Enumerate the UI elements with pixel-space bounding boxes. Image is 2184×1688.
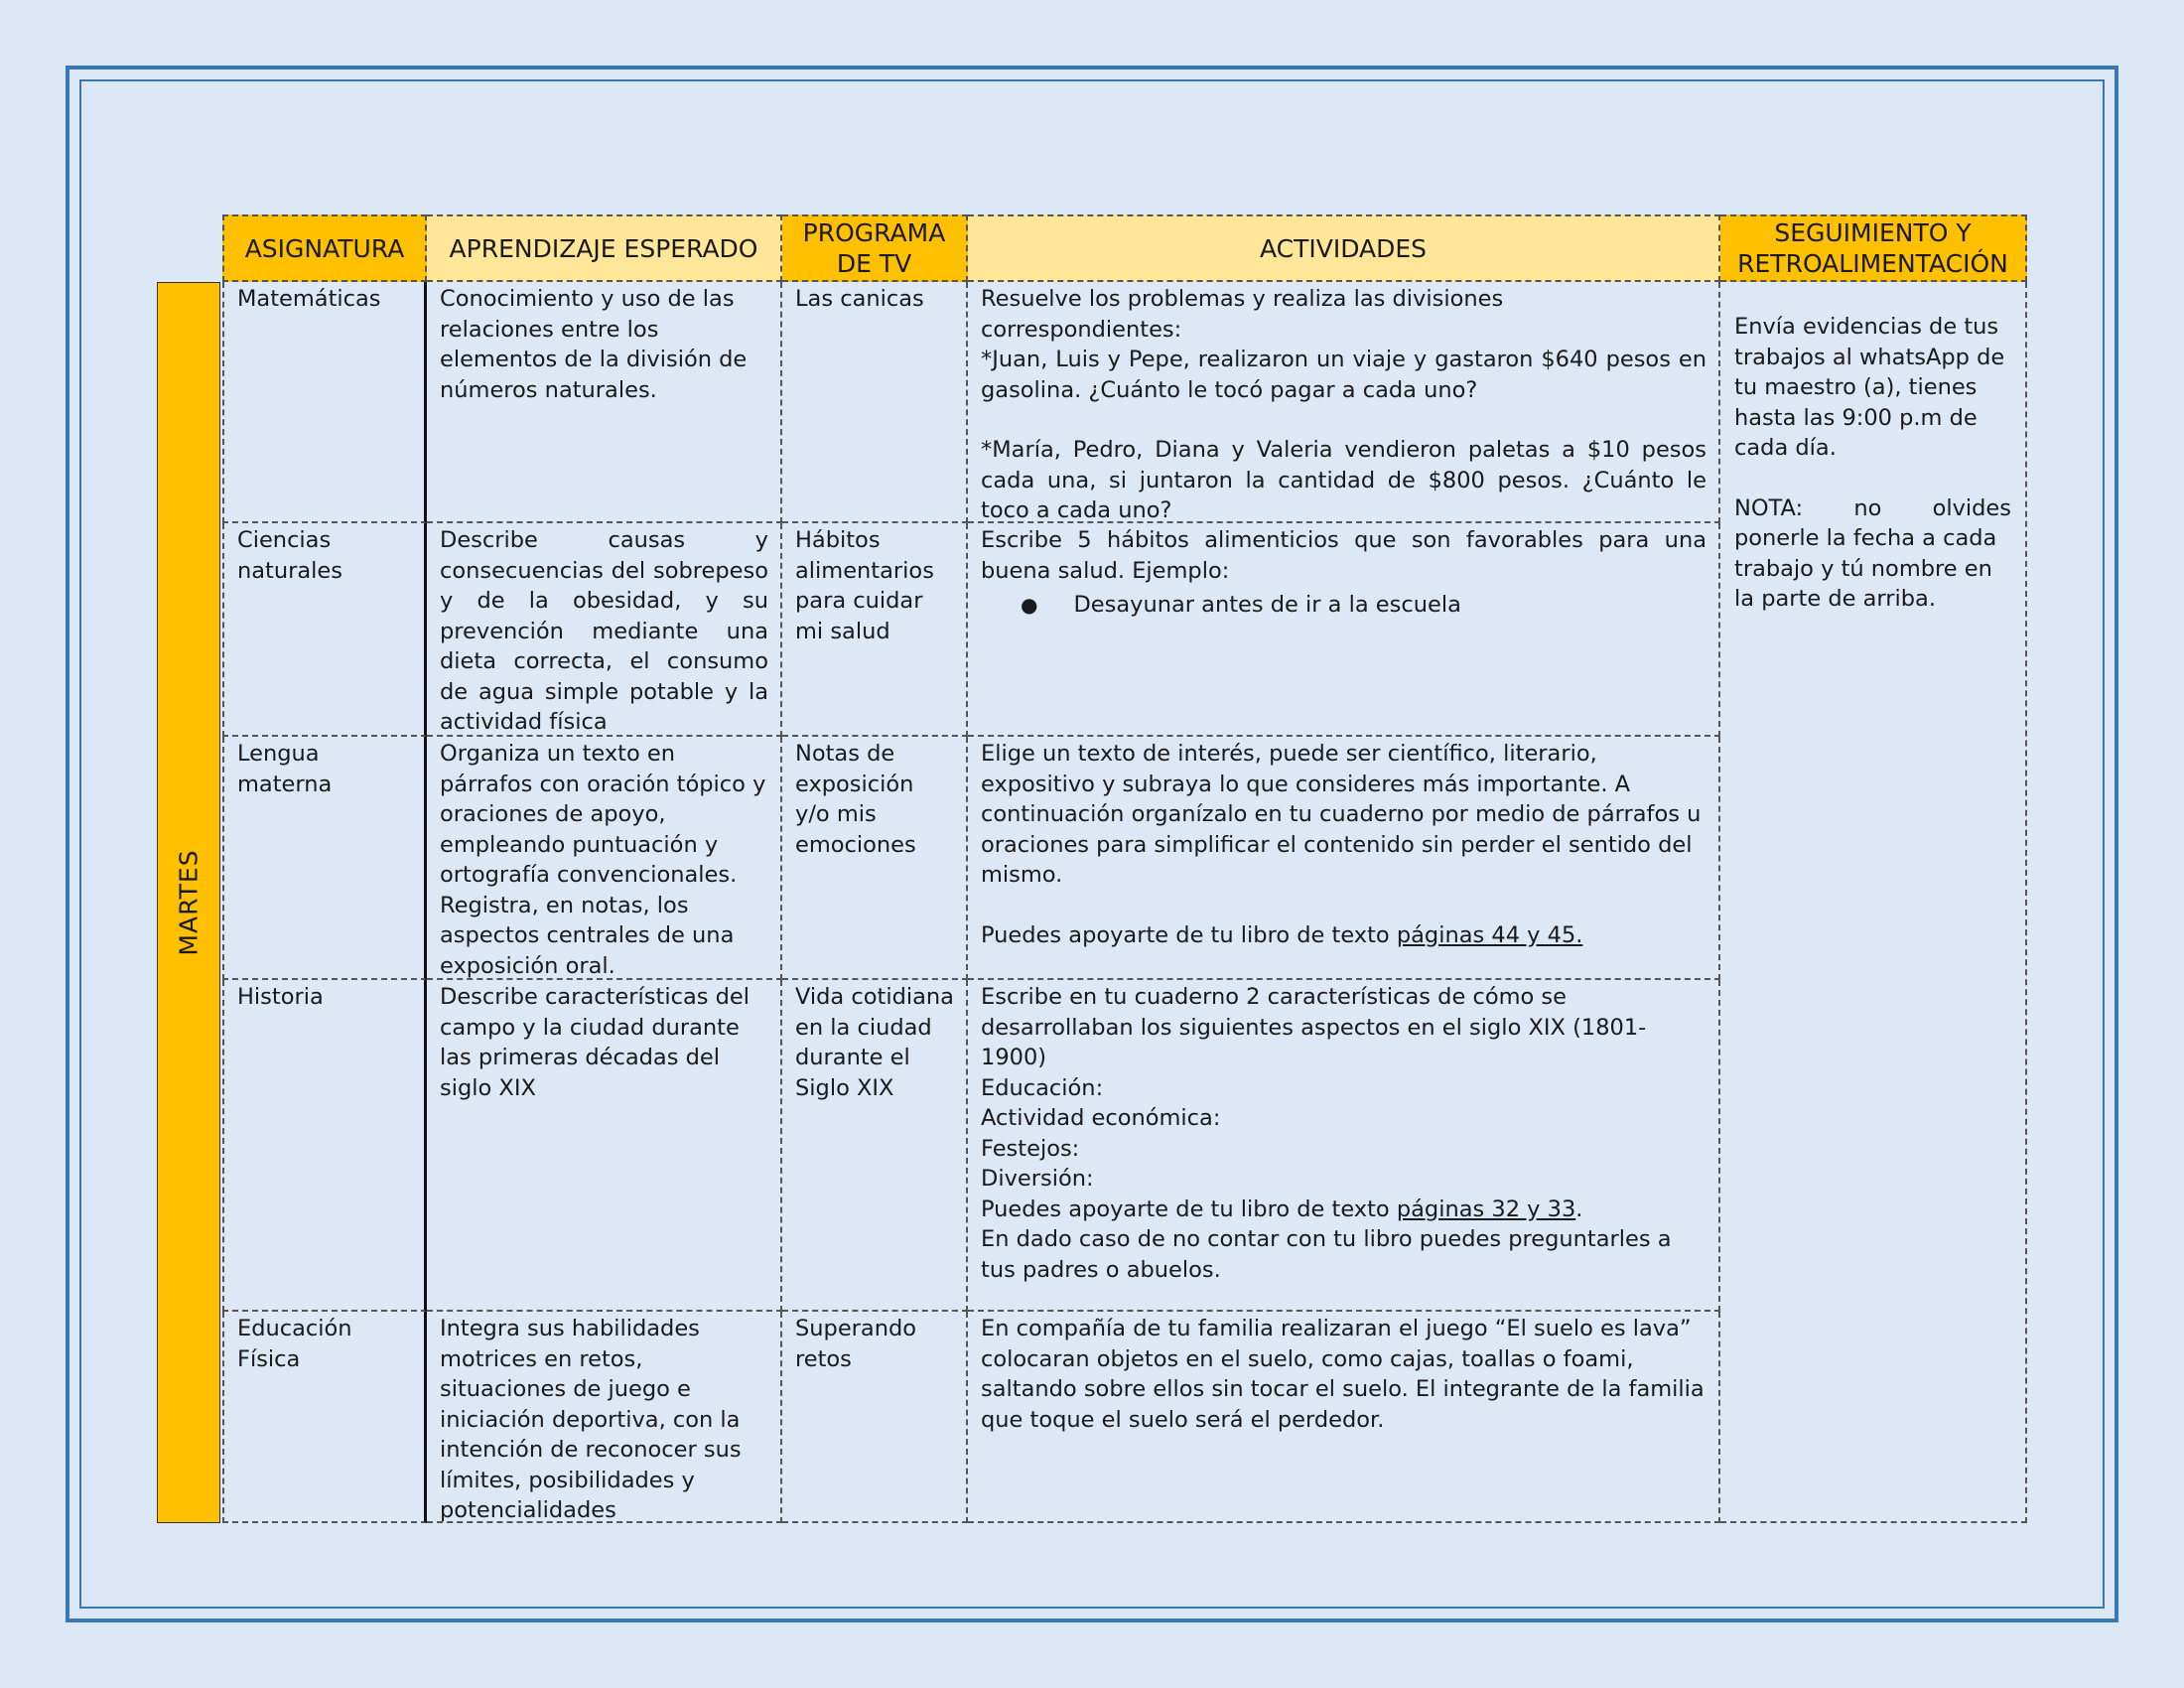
aspect-line: Educación: xyxy=(981,1074,1104,1101)
bullet-text: Desayunar antes de ir a la escuela xyxy=(1073,592,1461,618)
seguimiento-cell xyxy=(1720,282,2027,1523)
actividades-reference xyxy=(981,920,1706,951)
nota-word: no xyxy=(1853,494,1882,521)
asignatura-cell: Historia xyxy=(222,980,427,1312)
asignatura-cell: Educación Física xyxy=(222,1312,427,1523)
nota-text: ponerle la fecha a cada trabajo y tú nombre en la parte de arriba. xyxy=(1734,525,1997,612)
schedule-table xyxy=(222,214,2027,1523)
programa-cell: Las canicas xyxy=(782,282,968,523)
actividades-cell xyxy=(968,980,1720,1312)
actividades-intro: Escribe 5 hábitos alimenticios que son favorables para una buena salud. Ejemplo: xyxy=(981,527,1706,584)
day-label-column xyxy=(157,282,220,1523)
header-seguimiento: SEGUIMIENTO Y RETROALIMENTACIÓN xyxy=(1720,214,2027,282)
aspect-line: Actividad económica: xyxy=(981,1105,1221,1131)
programa-cell: Superando retos xyxy=(782,1312,968,1523)
nota-word: olvides xyxy=(1932,494,2011,521)
actividades-cell xyxy=(968,282,1720,523)
programa-cell: Notas de exposición y/o mis emociones xyxy=(782,737,968,980)
actividades-cell xyxy=(968,1312,1720,1523)
pages-link: páginas 44 y 45. xyxy=(1396,921,1583,948)
aprendizaje-cell: Describe características del campo y la ciudad durante las primeras décadas del siglo XIX xyxy=(427,980,782,1312)
actividades-intro: Escribe en tu cuaderno 2 características de cómo se desarrollaban los siguientes aspectos en el siglo XIX (1801-1900) xyxy=(981,984,1647,1070)
programa-cell: Vida cotidiana en la ciudad durante el Siglo XIX xyxy=(782,980,968,1312)
actividades-reference xyxy=(981,1195,1706,1225)
actividades-intro: Resuelve los problemas y realiza las divisiones correspondientes: xyxy=(981,286,1504,343)
asignatura-cell: Ciencias naturales xyxy=(222,523,427,737)
reference-text: Puedes apoyarte de tu libro de texto xyxy=(981,921,1397,948)
pages-link: páginas 32 y 33 xyxy=(1396,1196,1576,1222)
reference-text: Puedes apoyarte de tu libro de texto xyxy=(981,1196,1397,1222)
header-asignatura: ASIGNATURA xyxy=(222,214,427,282)
aspect-line: Festejos: xyxy=(981,1135,1080,1162)
bullet-icon: ● xyxy=(1021,593,1038,617)
header-programa: PROGRAMA DE TV xyxy=(782,214,968,282)
asignatura-cell: Matemáticas xyxy=(222,282,427,523)
aprendizaje-cell: Organiza un texto en párrafos con oración tópico y oraciones de apoyo, empleando puntuación y ortografía convencionales. Registra, en notas, los aspectos centrales de una exposición oral. xyxy=(427,737,782,980)
actividades-paragraph: Elige un texto de interés, puede ser científico, literario, expositivo y subraya lo que consideres más importante. A continuación organízalo en tu cuaderno por medio de párrafos u oraciones para simplificar el contenido sin perder el sentido del mismo. xyxy=(981,741,1702,888)
day-label: MARTES xyxy=(174,849,204,956)
seguimiento-instructions: Envía evidencias de tus trabajos al whatsApp de tu maestro (a), tienes hasta las 9:00 p.m de cada día. xyxy=(1734,314,2005,461)
aprendizaje-cell: Conocimiento y uso de las relaciones entre los elementos de la división de números naturales. xyxy=(427,282,782,523)
actividades-paragraph: En compañía de tu familia realizaran el juego “El suelo es lava” colocaran objetos en el suelo, como cajas, toallas o foami, saltando sobre ellos sin tocar el suelo. El integrante de la familia que toque el suelo será el perdedor. xyxy=(981,1316,1705,1433)
header-actividades: ACTIVIDADES xyxy=(968,214,1720,282)
asignatura-cell: Lengua materna xyxy=(222,737,427,980)
actividades-cell xyxy=(968,737,1720,980)
aprendizaje-cell: Describe causas y consecuencias del sobrepeso y de la obesidad, y su prevención mediante una dieta correcta, el consumo de agua simple potable y la actividad física xyxy=(427,523,782,737)
nota-word: NOTA: xyxy=(1734,494,1804,521)
aspect-line: Diversión: xyxy=(981,1166,1094,1192)
actividades-note: En dado caso de no contar con tu libro puedes preguntarles a tus padres o abuelos. xyxy=(981,1226,1672,1283)
bullet-item xyxy=(1021,590,1706,621)
header-aprendizaje: APRENDIZAJE ESPERADO xyxy=(427,214,782,282)
nota-first-line xyxy=(1734,493,2011,524)
programa-cell: Hábitos alimentarios para cuidar mi salud xyxy=(782,523,968,737)
actividades-problem-1: *Juan, Luis y Pepe, realizaron un viaje y gastaron $640 pesos en gasolina. ¿Cuánto le tocó pagar a cada uno? xyxy=(981,347,1706,403)
actividades-cell xyxy=(968,523,1720,737)
reference-suffix: . xyxy=(1575,1196,1583,1222)
actividades-problem-2: *María, Pedro, Diana y Valeria vendieron paletas a $10 pesos cada una, si juntaron la cantidad de $800 pesos. ¿Cuánto le toco a cada uno? xyxy=(981,437,1706,523)
aprendizaje-cell: Integra sus habilidades motrices en retos, situaciones de juego e iniciación deportiva, con la intención de reconocer sus límites, posibilidades y potencialidades xyxy=(427,1312,782,1523)
